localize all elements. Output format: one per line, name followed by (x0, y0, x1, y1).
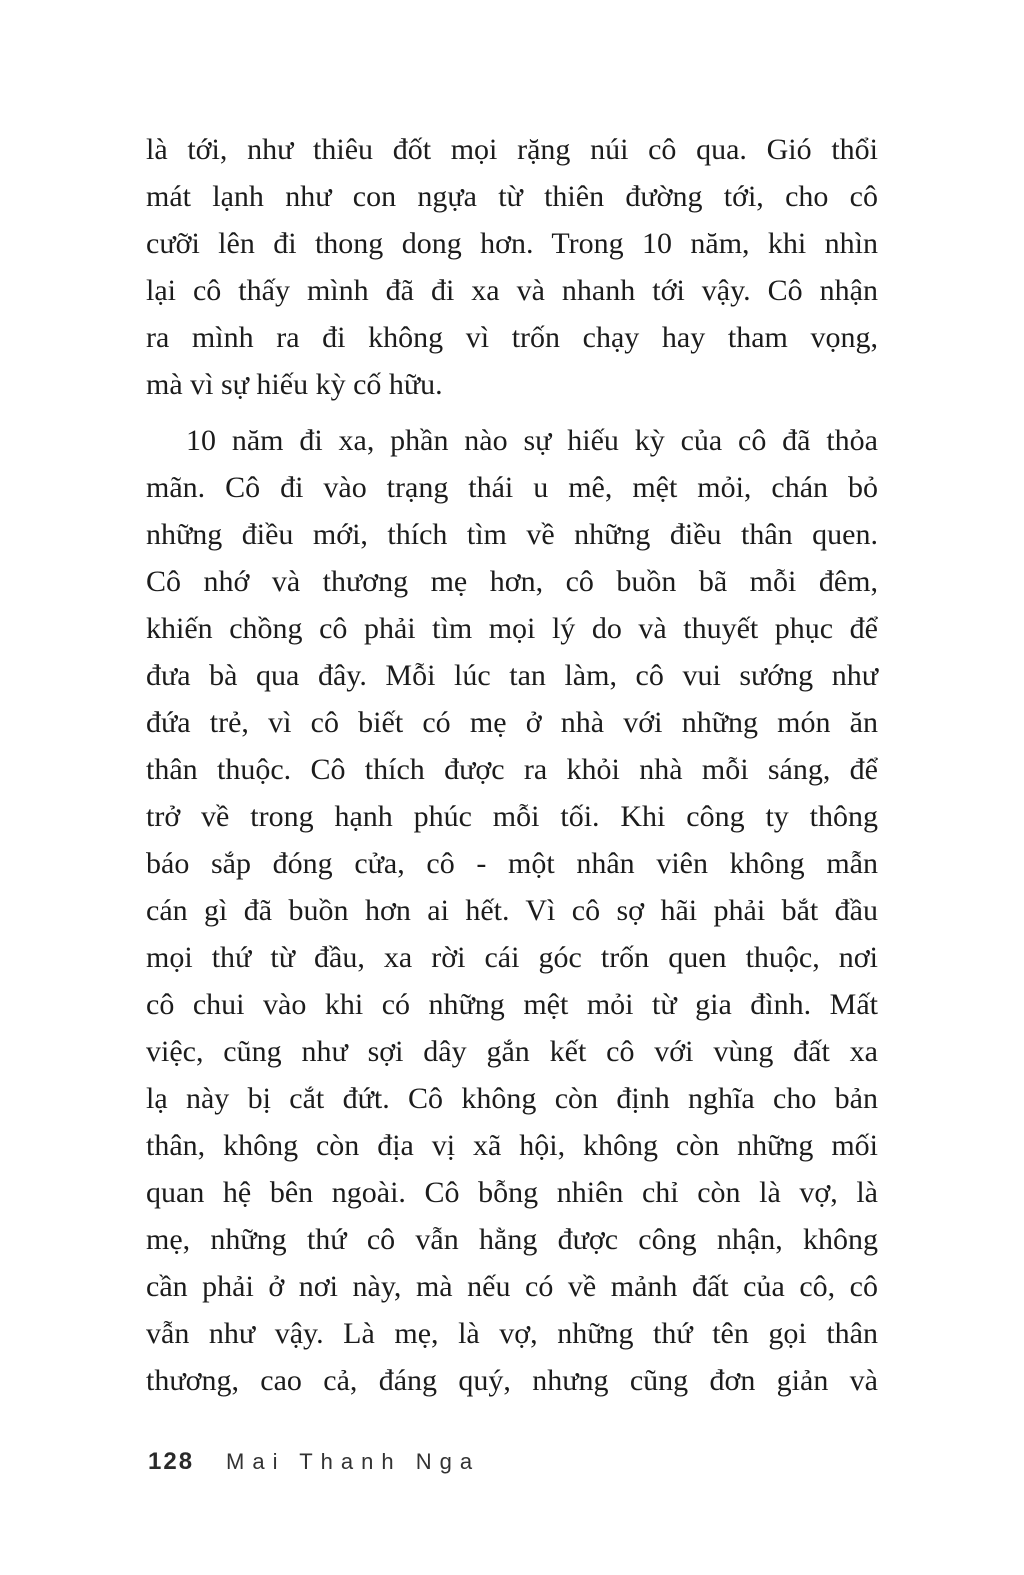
paragraph (146, 126, 878, 408)
text-line: thương, cao cả, đáng quý, nhưng cũng đơn giản và (146, 1364, 878, 1397)
text-line: mát lạnh như con ngựa từ thiên đường tới, cho cô (146, 180, 878, 213)
text-line: việc, cũng như sợi dây gắn kết cô với vùng đất xa (146, 1035, 878, 1068)
text-line: cưỡi lên đi thong dong hơn. Trong 10 năm, khi nhìn (146, 227, 878, 260)
text-line: thân thuộc. Cô thích được ra khỏi nhà mỗi sáng, để (146, 753, 878, 786)
text-line: mãn. Cô đi vào trạng thái u mê, mệt mỏi, chán bỏ (146, 471, 878, 504)
text-line: Cô nhớ và thương mẹ hơn, cô buồn bã mỗi đêm, (146, 565, 878, 598)
text-line: cán gì đã buồn hơn ai hết. Vì cô sợ hãi phải bắt đầu (146, 894, 878, 927)
text-line: lại cô thấy mình đã đi xa và nhanh tới vậy. Cô nhận (146, 274, 878, 307)
text-line: lạ này bị cắt đứt. Cô không còn định nghĩa cho bản (146, 1082, 878, 1115)
text-line: 10 năm đi xa, phần nào sự hiếu kỳ của cô đã thỏa (186, 424, 878, 457)
text-line: cần phải ở nơi này, mà nếu có về mảnh đất của cô, cô (146, 1270, 878, 1303)
text-line: cô chui vào khi có những mệt mỏi từ gia đình. Mất (146, 988, 878, 1021)
text-line: những điều mới, thích tìm về những điều thân quen. (146, 518, 878, 551)
text-line: thân, không còn địa vị xã hội, không còn những mối (146, 1129, 878, 1162)
text-line: trở về trong hạnh phúc mỗi tối. Khi công ty thông (146, 800, 878, 833)
page-footer (148, 1448, 880, 1476)
text-line: đứa trẻ, vì cô biết có mẹ ở nhà với những món ăn (146, 706, 878, 739)
author-name: Mai Thanh Nga (226, 1449, 481, 1474)
text-line: vẫn như vậy. Là mẹ, là vợ, những thứ tên gọi thân (146, 1317, 878, 1350)
paragraph (146, 417, 878, 1404)
text-line: mọi thứ từ đầu, xa rời cái góc trốn quen thuộc, nơi (146, 941, 878, 974)
text-line: mà vì sự hiếu kỳ cố hữu. (146, 368, 443, 401)
page-number: 128 (148, 1448, 195, 1475)
text-line: mẹ, những thứ cô vẫn hằng được công nhận, không (146, 1223, 878, 1256)
text-line: đưa bà qua đây. Mỗi lúc tan làm, cô vui sướng như (146, 659, 878, 692)
text-line: khiến chồng cô phải tìm mọi lý do và thuyết phục để (146, 612, 878, 645)
text-line: là tới, như thiêu đốt mọi rặng núi cô qua. Gió thổi (146, 133, 878, 166)
body-text (146, 126, 878, 1404)
text-line: quan hệ bên ngoài. Cô bỗng nhiên chỉ còn là vợ, là (146, 1176, 878, 1209)
text-line: ra mình ra đi không vì trốn chạy hay tham vọng, (146, 321, 878, 354)
text-line: báo sắp đóng cửa, cô - một nhân viên không mẫn (146, 847, 878, 880)
